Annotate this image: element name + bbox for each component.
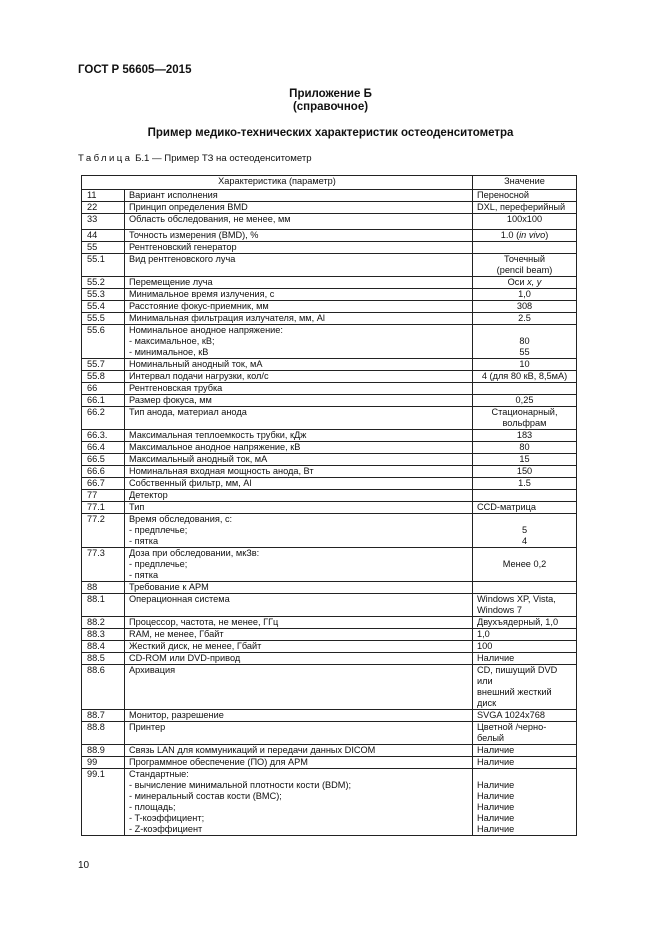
value-line: Наличие — [477, 653, 515, 663]
table-row — [82, 454, 577, 466]
row-number: 66.2 — [82, 407, 125, 430]
parameter-line: Точность измерения (BMD), % — [129, 230, 259, 240]
table-row — [82, 722, 577, 745]
parameter-line: Минимальное время излучения, с — [129, 289, 275, 299]
parameter-line: Вариант исполнения — [129, 190, 218, 200]
row-number: 55.6 — [82, 325, 125, 359]
table-row — [82, 594, 577, 617]
parameter-line: Рентгеновский генератор — [129, 242, 237, 252]
parameter-line: - площадь; — [129, 802, 176, 812]
value-line — [477, 769, 572, 780]
row-number: 66 — [82, 383, 125, 395]
parameter-line: - Z-коэффициент — [129, 824, 203, 834]
parameter-line: - пятка — [129, 536, 159, 546]
row-value — [473, 490, 577, 502]
table-row — [82, 359, 577, 371]
row-value — [473, 202, 577, 214]
value-line: SVGA 1024x768 — [477, 710, 545, 720]
row-value — [473, 325, 577, 359]
row-value — [473, 582, 577, 594]
row-value — [473, 254, 577, 277]
row-number: 88.1 — [82, 594, 125, 617]
row-number: 55.5 — [82, 313, 125, 325]
row-value — [473, 769, 577, 836]
table-row — [82, 757, 577, 769]
parameter-line: Перемещение луча — [129, 277, 213, 287]
row-value — [473, 466, 577, 478]
value-line: Стационарный, вольфрам — [491, 407, 558, 428]
caption-text: Б.1 — Пример ТЗ на остеоденситометр — [132, 153, 312, 164]
row-value — [473, 301, 577, 313]
parameter-line: Операционная система — [129, 594, 230, 604]
parameter-line: Максимальный анодный ток, мА — [129, 454, 268, 464]
table-row — [82, 514, 577, 548]
table-header-row — [82, 176, 577, 190]
row-number: 88 — [82, 582, 125, 594]
value-line: 1.0 (in vivo) — [500, 230, 549, 240]
row-number: 55.2 — [82, 277, 125, 289]
row-parameter — [125, 665, 473, 710]
parameter-line: Номинальная входная мощность анода, Вт — [129, 466, 314, 476]
row-value — [473, 665, 577, 710]
table-row — [82, 442, 577, 454]
table-row — [82, 254, 577, 277]
row-value — [473, 454, 577, 466]
table-row — [82, 490, 577, 502]
row-parameter — [125, 548, 473, 582]
row-parameter — [125, 301, 473, 313]
row-number: 88.2 — [82, 617, 125, 629]
table-row — [82, 325, 577, 359]
row-value — [473, 313, 577, 325]
parameter-line: - минеральный состав кости (BMC); — [129, 791, 282, 801]
row-value — [473, 407, 577, 430]
value-line: 1,0 — [477, 629, 490, 639]
parameter-line: Требование к АРМ — [129, 582, 209, 592]
row-parameter — [125, 582, 473, 594]
table-row — [82, 190, 577, 202]
value-line — [477, 490, 572, 501]
row-value — [473, 548, 577, 582]
parameter-line: - пятка — [129, 570, 159, 580]
parameter-line: - предплечье; — [129, 525, 188, 535]
row-parameter — [125, 202, 473, 214]
value-line: Менее 0,2 — [502, 559, 547, 569]
row-number: 55.8 — [82, 371, 125, 383]
parameter-line: Тип — [129, 502, 145, 512]
row-number: 66.3. — [82, 430, 125, 442]
row-parameter — [125, 359, 473, 371]
row-value — [473, 757, 577, 769]
spec-table — [81, 175, 577, 836]
row-parameter — [125, 214, 473, 230]
value-line: 55 — [519, 347, 530, 357]
value-line — [477, 582, 572, 593]
parameter-line: Детектор — [129, 490, 168, 500]
value-line: Цветной /черно-белый — [477, 722, 547, 743]
value-line — [477, 383, 572, 394]
table-row — [82, 430, 577, 442]
value-line: 308 — [516, 301, 533, 311]
row-parameter — [125, 430, 473, 442]
value-line: Точечный — [504, 254, 545, 264]
row-number: 88.8 — [82, 722, 125, 745]
table-row — [82, 665, 577, 710]
value-line: Наличие — [477, 791, 515, 801]
parameter-line: - минимальное, кВ — [129, 347, 209, 357]
row-value — [473, 722, 577, 745]
row-number: 88.4 — [82, 641, 125, 653]
row-number: 55.4 — [82, 301, 125, 313]
table-row — [82, 641, 577, 653]
row-parameter — [125, 757, 473, 769]
value-line: 2.5 — [518, 313, 531, 323]
parameter-line: - предплечье; — [129, 559, 188, 569]
row-parameter — [125, 407, 473, 430]
value-line: 5 — [521, 525, 528, 535]
row-value — [473, 230, 577, 242]
parameter-line: Принтер — [129, 722, 166, 732]
table-row — [82, 277, 577, 289]
parameter-line: Интервал подачи нагрузки, кол/с — [129, 371, 269, 381]
row-number: 55.3 — [82, 289, 125, 301]
value-line: 100 — [477, 641, 493, 651]
table-body — [82, 190, 577, 836]
row-value — [473, 190, 577, 202]
value-line: 15 — [519, 454, 530, 464]
table-row — [82, 617, 577, 629]
appendix-subtitle: (справочное) — [292, 101, 369, 113]
row-number: 55.1 — [82, 254, 125, 277]
parameter-line: Доза при обследовании, мкЗв: — [129, 548, 260, 558]
row-value — [473, 617, 577, 629]
table-row — [82, 502, 577, 514]
row-parameter — [125, 395, 473, 407]
table-row — [82, 242, 577, 254]
value-line: 4 (для 80 кВ, 8,5мА) — [481, 371, 568, 381]
row-number: 22 — [82, 202, 125, 214]
value-line: 100x100 — [506, 214, 543, 224]
row-parameter — [125, 710, 473, 722]
table-row — [82, 371, 577, 383]
value-line: Переносной — [477, 190, 530, 200]
row-number: 88.3 — [82, 629, 125, 641]
table-row — [82, 395, 577, 407]
row-value — [473, 214, 577, 230]
row-number: 99 — [82, 757, 125, 769]
row-number: 77.2 — [82, 514, 125, 548]
parameter-line: Номинальный анодный ток, мА — [129, 359, 263, 369]
parameter-line: Стандартные: — [129, 769, 189, 779]
value-line: Оси x, y — [507, 277, 542, 287]
row-number: 11 — [82, 190, 125, 202]
table-row — [82, 478, 577, 490]
table-caption — [78, 153, 312, 164]
row-number: 88.9 — [82, 745, 125, 757]
table-row — [82, 769, 577, 836]
parameter-line: Жесткий диск, не менее, Гбайт — [129, 641, 262, 651]
row-value — [473, 710, 577, 722]
document-id: ГОСТ Р 56605—2015 — [78, 64, 192, 76]
row-parameter — [125, 190, 473, 202]
table-row — [82, 548, 577, 582]
row-value — [473, 430, 577, 442]
row-number: 66.6 — [82, 466, 125, 478]
appendix-title: Приложение Б — [289, 88, 372, 100]
value-line: Наличие — [477, 780, 515, 790]
header-value: Значение — [473, 176, 577, 190]
row-value — [473, 277, 577, 289]
row-value — [473, 395, 577, 407]
row-number: 66.4 — [82, 442, 125, 454]
page-number: 10 — [78, 860, 90, 871]
row-parameter — [125, 454, 473, 466]
row-parameter — [125, 653, 473, 665]
row-parameter — [125, 490, 473, 502]
value-line: 80 — [519, 336, 530, 346]
caption-prefix: Таблица — [78, 153, 133, 164]
value-line: Windows 7 — [477, 605, 522, 615]
value-line: Windows XP, Vista, — [477, 594, 556, 604]
row-value — [473, 442, 577, 454]
row-value — [473, 502, 577, 514]
value-line: Наличие — [477, 802, 515, 812]
value-line — [477, 548, 572, 559]
row-number: 44 — [82, 230, 125, 242]
value-line: внешний жесткий диск — [477, 687, 552, 708]
row-number: 55 — [82, 242, 125, 254]
value-line: Наличие — [477, 745, 515, 755]
row-parameter — [125, 502, 473, 514]
row-parameter — [125, 230, 473, 242]
parameter-line: - максимальное, кВ; — [129, 336, 215, 346]
value-line: CD, пишущий DVD или — [477, 665, 558, 686]
parameter-line: - вычисление минимальной плотности кости (BDM); — [129, 780, 352, 790]
row-number: 88.7 — [82, 710, 125, 722]
value-line: 1.5 — [518, 478, 531, 488]
value-line: 4 — [521, 536, 528, 546]
parameter-line: Максимальное анодное напряжение, кВ — [129, 442, 301, 452]
parameter-line: Программное обеспечение (ПО) для АРМ — [129, 757, 308, 767]
row-number: 88.5 — [82, 653, 125, 665]
row-number: 66.7 — [82, 478, 125, 490]
row-parameter — [125, 254, 473, 277]
row-value — [473, 383, 577, 395]
value-line: DXL, переферийный — [477, 202, 566, 212]
parameter-line: Принцип определения BMD — [129, 202, 248, 212]
row-number: 55.7 — [82, 359, 125, 371]
value-line — [477, 514, 572, 525]
parameter-line: Рентгеновская трубка — [129, 383, 223, 393]
table-row — [82, 301, 577, 313]
table-row — [82, 710, 577, 722]
header-parameter: Характеристика (параметр) — [82, 176, 473, 190]
row-parameter — [125, 383, 473, 395]
value-line — [477, 242, 572, 253]
row-value — [473, 371, 577, 383]
value-line — [477, 570, 572, 581]
row-value — [473, 359, 577, 371]
row-parameter — [125, 641, 473, 653]
table-row — [82, 466, 577, 478]
parameter-line: Область обследования, не менее, мм — [129, 214, 291, 224]
table-row — [82, 230, 577, 242]
row-number: 66.1 — [82, 395, 125, 407]
row-value — [473, 289, 577, 301]
value-line: Двухъядерный, 1,0 — [477, 617, 559, 627]
parameter-line: Размер фокуса, мм — [129, 395, 212, 405]
value-line: 150 — [516, 466, 533, 476]
row-parameter — [125, 629, 473, 641]
value-line: CCD-матрица — [477, 502, 537, 512]
row-number: 77.1 — [82, 502, 125, 514]
row-parameter — [125, 478, 473, 490]
italic-text: in vivo — [519, 230, 546, 240]
row-parameter — [125, 466, 473, 478]
row-parameter — [125, 594, 473, 617]
parameter-line: Максимальная теплоемкость трубки, кДж — [129, 430, 307, 440]
value-line: 1,0 — [518, 289, 531, 299]
table-row — [82, 289, 577, 301]
value-line: Наличие — [477, 813, 515, 823]
row-parameter — [125, 289, 473, 301]
parameter-line: CD-ROM или DVD-привод — [129, 653, 241, 663]
row-value — [473, 242, 577, 254]
row-number: 77.3 — [82, 548, 125, 582]
table-row — [82, 383, 577, 395]
row-value — [473, 594, 577, 617]
table-row — [82, 214, 577, 230]
table-row — [82, 582, 577, 594]
parameter-line: - T-коэффициент; — [129, 813, 205, 823]
value-line: 10 — [519, 359, 530, 369]
row-parameter — [125, 371, 473, 383]
row-number: 77 — [82, 490, 125, 502]
row-value — [473, 653, 577, 665]
row-parameter — [125, 442, 473, 454]
row-value — [473, 745, 577, 757]
row-parameter — [125, 242, 473, 254]
parameter-line: Вид рентгеновского луча — [129, 254, 236, 264]
parameter-line: RAM, не менее, Гбайт — [129, 629, 224, 639]
value-line — [477, 325, 572, 336]
row-number: 66.5 — [82, 454, 125, 466]
italic-text: x, y — [527, 277, 542, 287]
section-title: Пример медико-технических характеристик остеоденситометра — [147, 127, 514, 139]
parameter-line: Связь LAN для коммуникаций и передачи данных DICOM — [129, 745, 376, 755]
parameter-line: Архивация — [129, 665, 176, 675]
parameter-line: Монитор, разрешение — [129, 710, 224, 720]
table-row — [82, 745, 577, 757]
table-row — [82, 313, 577, 325]
row-value — [473, 629, 577, 641]
row-number: 33 — [82, 214, 125, 230]
row-number: 88.6 — [82, 665, 125, 710]
row-parameter — [125, 325, 473, 359]
parameter-line: Процессор, частота, не менее, ГГц — [129, 617, 279, 627]
row-number: 99.1 — [82, 769, 125, 836]
table-row — [82, 407, 577, 430]
parameter-line: Время обследования, с: — [129, 514, 233, 524]
row-value — [473, 514, 577, 548]
parameter-line: Тип анода, материал анода — [129, 407, 247, 417]
parameter-line: Расстояние фокус-приемник, мм — [129, 301, 269, 311]
row-parameter — [125, 745, 473, 757]
parameter-line: Собственный фильтр, мм, Al — [129, 478, 252, 488]
table-row — [82, 653, 577, 665]
row-parameter — [125, 514, 473, 548]
value-line: 80 — [519, 442, 530, 452]
value-line: Наличие — [477, 824, 515, 834]
row-parameter — [125, 313, 473, 325]
table-row — [82, 629, 577, 641]
row-parameter — [125, 722, 473, 745]
row-parameter — [125, 769, 473, 836]
row-value — [473, 641, 577, 653]
value-line: 0,25 — [515, 395, 534, 405]
parameter-line: Номинальное анодное напряжение: — [129, 325, 283, 335]
value-line: 183 — [516, 430, 533, 440]
row-parameter — [125, 617, 473, 629]
parameter-line: Минимальная фильтрация излучателя, мм, Al — [129, 313, 325, 323]
value-line: (pencil beam) — [496, 265, 553, 275]
row-value — [473, 478, 577, 490]
table-row — [82, 202, 577, 214]
value-line: Наличие — [477, 757, 515, 767]
row-parameter — [125, 277, 473, 289]
